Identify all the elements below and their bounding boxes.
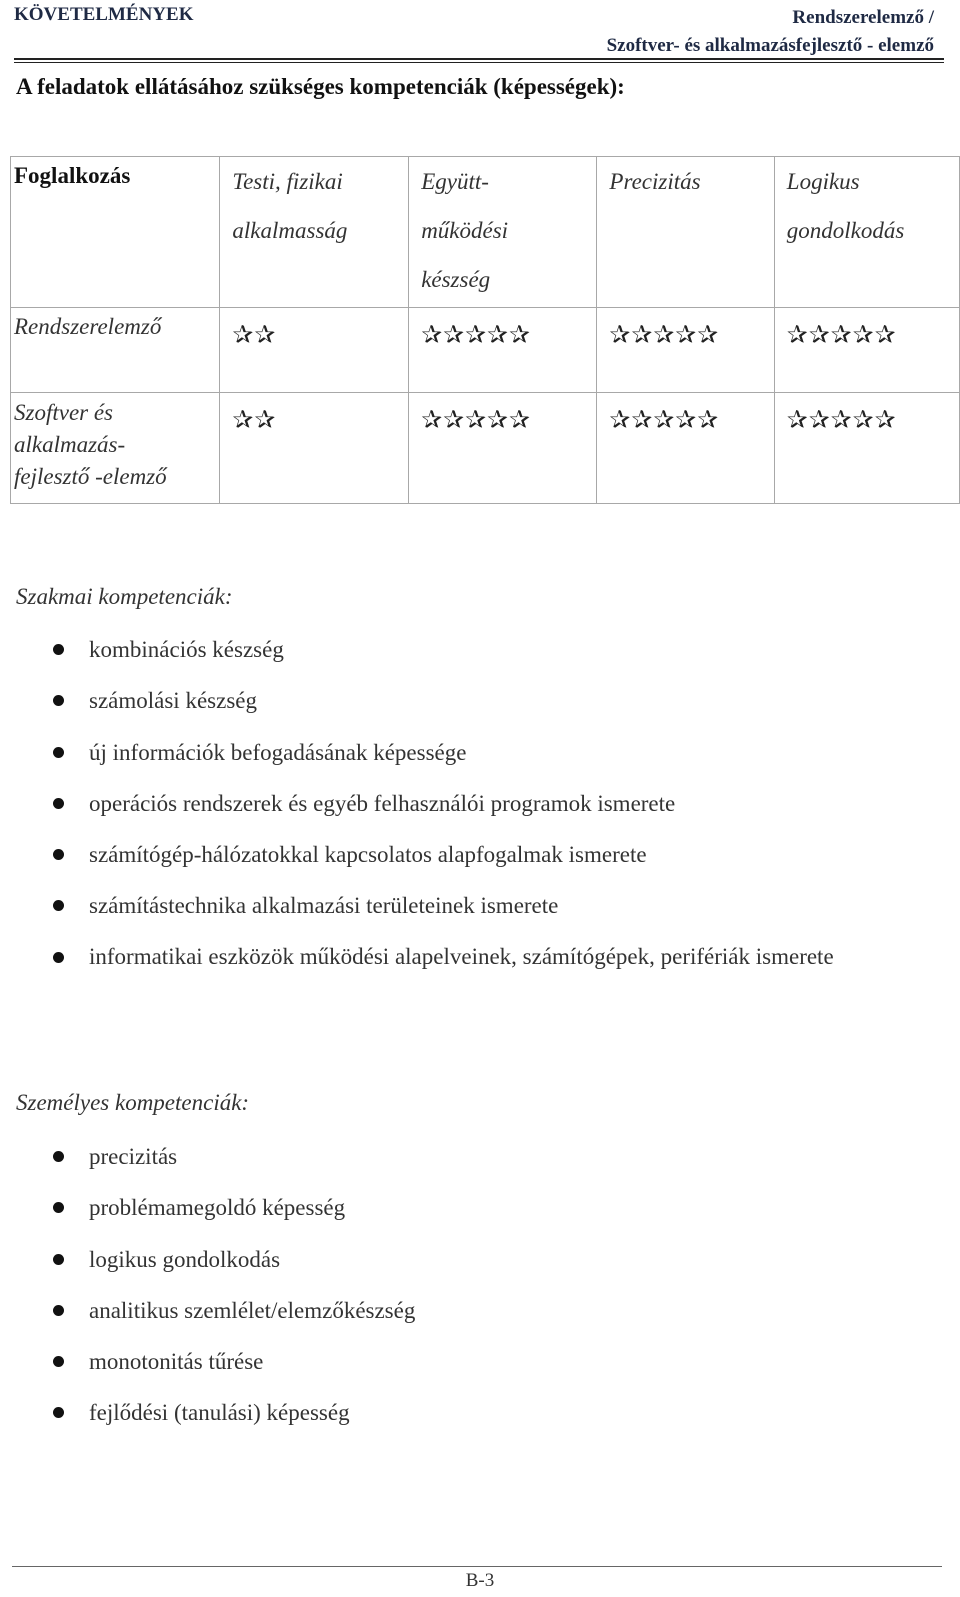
header-logic (774, 157, 959, 308)
professional-list (0, 624, 940, 981)
table-row (11, 393, 960, 504)
page-title: A feladatok ellátásához szükséges kompetenciák (képességek): (16, 74, 625, 99)
list-item: problémamegoldó képesség (0, 1182, 940, 1233)
occupation-cell: Rendszerelemző (11, 308, 220, 393)
header-logic-line2: gondolkodás (786, 218, 905, 243)
bullet-icon (53, 1305, 64, 1316)
bullet-icon (53, 1407, 64, 1418)
bullet-icon (53, 644, 64, 655)
list-item: informatikai eszközök működési alapelveinek, számítógépek, perifériák ismerete (0, 932, 940, 981)
bullet-icon (53, 952, 64, 963)
list-item: monotonitás tűrése (0, 1336, 940, 1387)
header-cooperation-line1: Együtt- (421, 169, 489, 194)
header-rule-thick (14, 58, 944, 60)
rating-stars: ✰✰✰✰✰ (774, 393, 959, 504)
occupation-line1: Szoftver és (14, 400, 114, 425)
list-item: számolási készség (0, 675, 940, 726)
header-precision (597, 157, 774, 308)
list-item: analitikus szemlélet/elemzőkészség (0, 1285, 940, 1336)
bullet-icon (53, 1151, 64, 1162)
rating-stars: ✰✰✰✰✰ (409, 393, 597, 504)
bullet-icon (53, 1356, 64, 1367)
rating-stars: ✰✰✰✰✰ (409, 308, 597, 393)
bullet-icon (53, 1202, 64, 1213)
bullet-icon (53, 747, 64, 758)
header-cooperation-line3: készség (421, 267, 491, 292)
page-number: B-3 (465, 1570, 495, 1591)
occupation-cell (11, 393, 220, 504)
header-right (607, 4, 934, 60)
header-left: KÖVETELMÉNYEK (14, 4, 194, 25)
header-right-line1: Rendszerelemző / (792, 7, 934, 28)
list-item: számítógép-hálózatokkal kapcsolatos alapfogalmak ismerete (0, 829, 940, 880)
bullet-icon (53, 1254, 64, 1265)
header-occupation: Foglalkozás (11, 157, 220, 308)
list-item: fejlődési (tanulási) képesség (0, 1387, 940, 1438)
bullet-icon (53, 849, 64, 860)
list-item: számítástechnika alkalmazási területeinek ismerete (0, 880, 940, 931)
header-cooperation (409, 157, 597, 308)
list-item: új információk befogadásának képessége (0, 727, 940, 778)
table-row (11, 308, 960, 393)
header-precision-line1: Precizitás (609, 169, 701, 194)
personal-title: Személyes kompetenciák: (16, 1090, 250, 1115)
list-item: precizitás (0, 1131, 940, 1182)
bullet-icon (53, 900, 64, 911)
bullet-icon (53, 798, 64, 809)
competency-table (10, 156, 960, 504)
header-logic-line1: Logikus (786, 169, 860, 194)
footer-rule (12, 1566, 942, 1567)
list-item: kombinációs készség (0, 624, 940, 675)
rating-stars: ✰✰ (220, 393, 409, 504)
professional-title: Szakmai kompetenciák: (16, 584, 233, 609)
header-cooperation-line2: működési (421, 218, 509, 243)
rating-stars: ✰✰✰✰✰ (597, 308, 774, 393)
bullet-icon (53, 695, 64, 706)
header-physical (220, 157, 409, 308)
occupation-line3: fejlesztő -elemző (14, 464, 167, 489)
rating-stars: ✰✰✰✰✰ (597, 393, 774, 504)
header-physical-line1: Testi, fizikai (232, 169, 343, 194)
header-physical-line2: alkalmasság (232, 218, 348, 243)
list-item: operációs rendszerek és egyéb felhasználói programok ismerete (0, 778, 940, 829)
rating-stars: ✰✰✰✰✰ (774, 308, 959, 393)
personal-list (0, 1131, 940, 1439)
header-rule-thin (14, 62, 944, 63)
rating-stars: ✰✰ (220, 308, 409, 393)
occupation-line2: alkalmazás- (14, 432, 126, 457)
table-header-row (11, 157, 960, 308)
header-right-line2: Szoftver- és alkalmazásfejlesztő - elemző (606, 35, 934, 56)
list-item: logikus gondolkodás (0, 1234, 940, 1285)
